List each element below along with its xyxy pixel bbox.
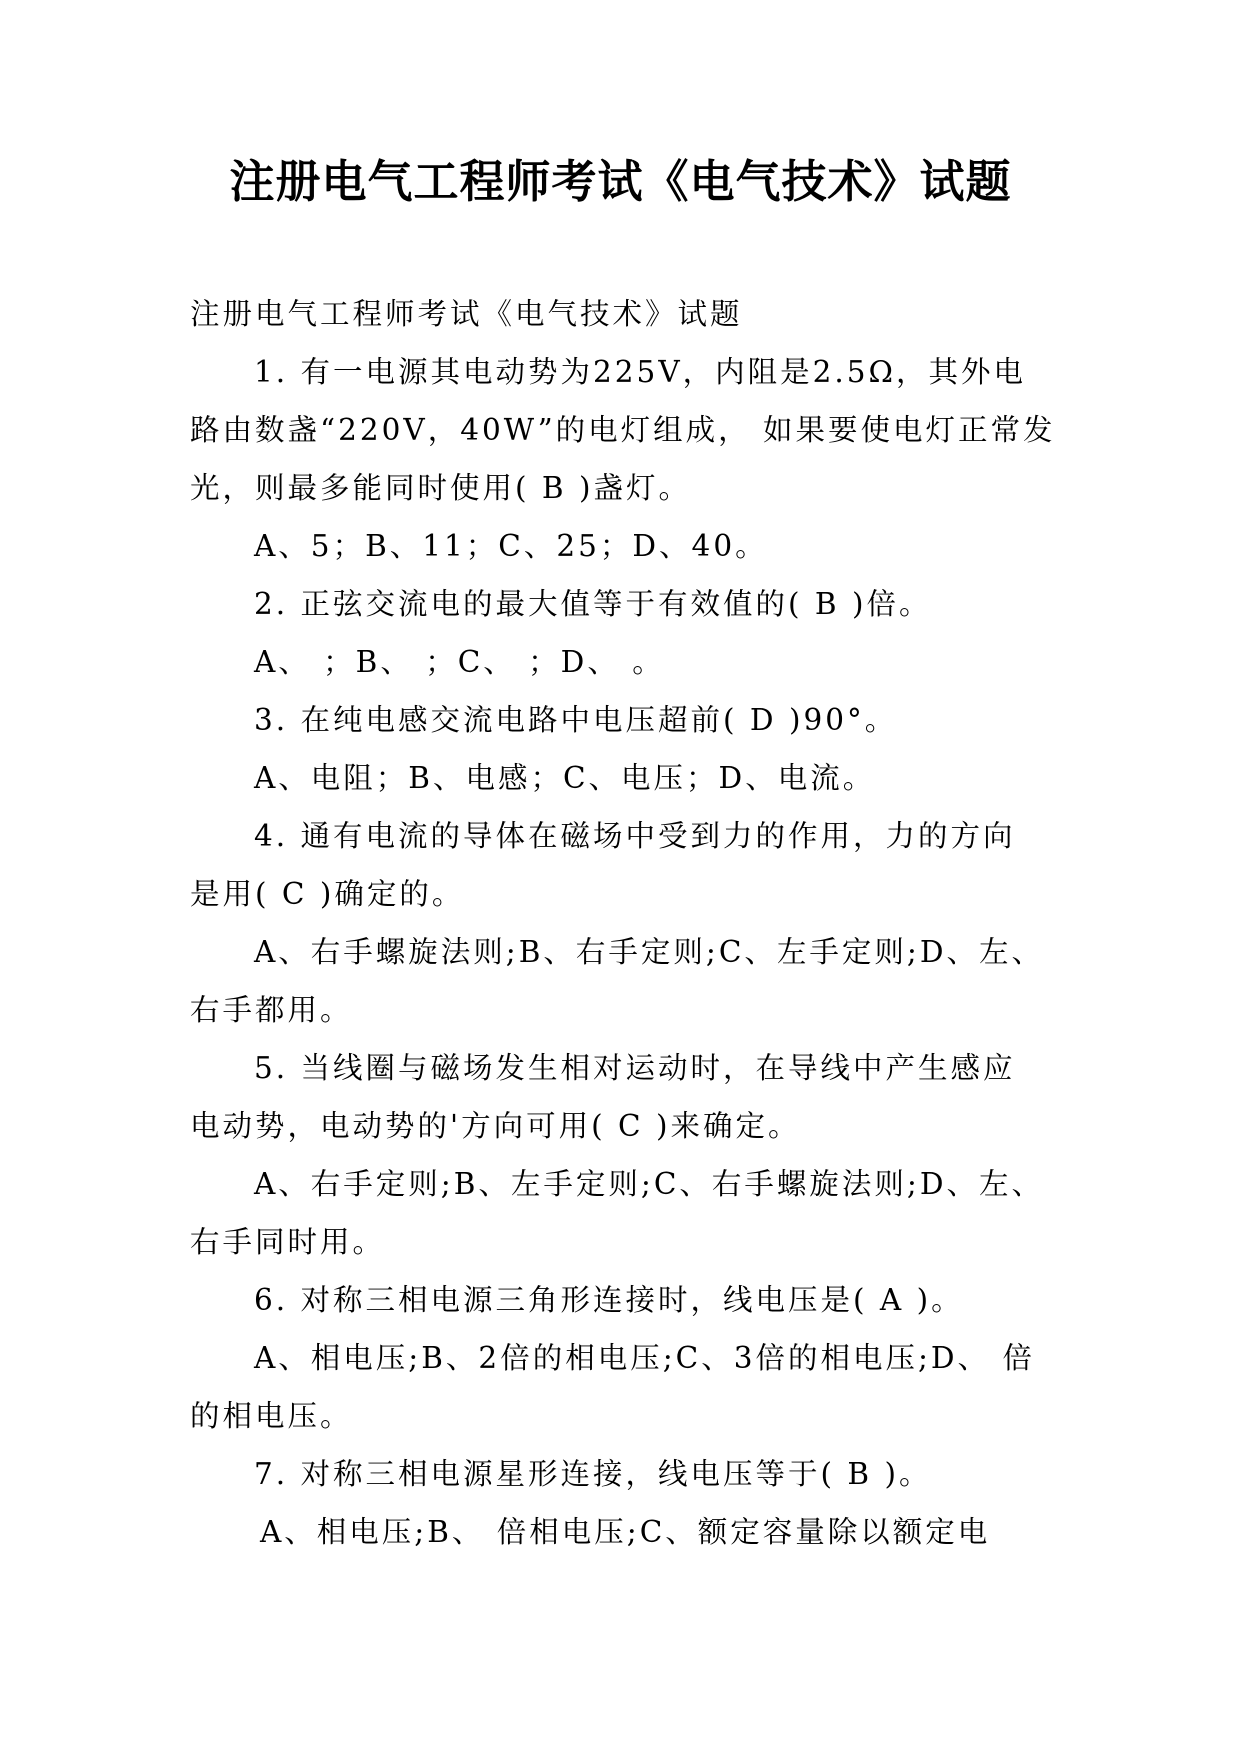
question-7-options-line-1: A、相电压;B、 倍相电压;C、额定容量除以额定电 xyxy=(260,1515,991,1549)
question-6-options-line-2: 的相电压。 xyxy=(190,1399,353,1433)
question-5-line-2: 电动势，电动势的'方向可用( C )来确定。 xyxy=(190,1109,801,1143)
question-3-line-1: 3. 在纯电感交流电路中电压超前( D )90°。 xyxy=(254,703,898,737)
question-2-options: A、 ；B、 ；C、 ；D、 。 xyxy=(254,645,665,679)
question-4-options-line-1: A、右手螺旋法则;B、右手定则;C、左手定则;D、左、 xyxy=(254,935,1045,969)
question-4-line-1: 4. 通有电流的导体在磁场中受到力的作用，力的方向 xyxy=(254,819,1016,853)
question-3-options: A、电阻；B、电感；C、电压；D、电流。 xyxy=(254,761,876,795)
document-body xyxy=(190,285,1056,1561)
question-4-line-2: 是用( C )确定的。 xyxy=(190,877,465,911)
question-7-line-1: 7. 对称三相电源星形连接，线电压等于( B )。 xyxy=(254,1457,932,1491)
question-1-options: A、5；B、11；C、25；D、40。 xyxy=(254,529,768,563)
question-1-line-3: 光，则最多能同时使用( B )盏灯。 xyxy=(190,471,691,505)
question-2-line-1: 2. 正弦交流电的最大值等于有效值的( B )倍。 xyxy=(254,587,932,621)
question-1-line-2: 路由数盏“220V，40W”的电灯组成， 如果要使电灯正常发 xyxy=(190,413,1056,447)
question-4-options-line-2: 右手都用。 xyxy=(190,993,353,1027)
question-6-options-line-1: A、相电压;B、2倍的相电压;C、3倍的相电压;D、 倍 xyxy=(254,1341,1035,1375)
question-5-options-line-2: 右手同时用。 xyxy=(190,1225,386,1259)
question-5-options-line-1: A、右手定则;B、左手定则;C、右手螺旋法则;D、左、 xyxy=(254,1167,1045,1201)
document-title: 注册电气工程师考试《电气技术》试题 xyxy=(229,155,1012,208)
question-5-line-1: 5. 当线圈与磁场发生相对运动时，在导线中产生感应 xyxy=(254,1051,1016,1085)
body-heading: 注册电气工程师考试《电气技术》试题 xyxy=(190,297,743,331)
question-1-line-1: 1. 有一电源其电动势为225V，内阻是2.5Ω，其外电 xyxy=(254,355,1027,389)
question-6-line-1: 6. 对称三相电源三角形连接时，线电压是( A )。 xyxy=(254,1283,964,1317)
